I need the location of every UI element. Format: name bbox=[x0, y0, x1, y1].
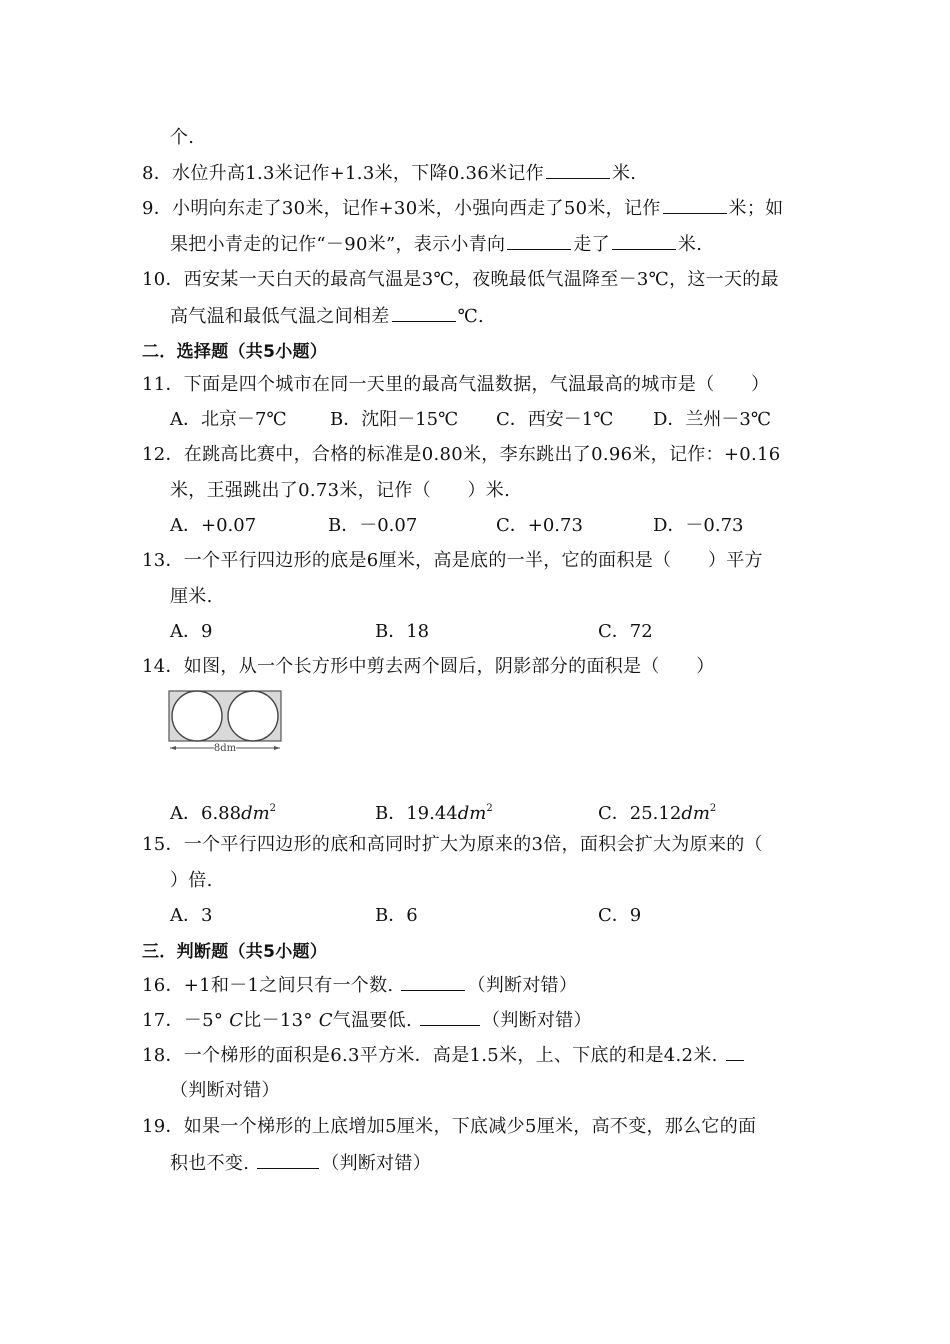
question-17: 17．－5° C比－13° C气温要低. （判断对错） bbox=[142, 1010, 592, 1031]
question-8: 8．水位升高1.3米记作+1.3米，下降0.36米记作 米. bbox=[142, 163, 637, 184]
q13-option-a[interactable]: A．9 bbox=[170, 621, 213, 642]
q11-option-b[interactable]: B．沈阳－15℃ bbox=[330, 409, 459, 430]
answer-blank[interactable] bbox=[663, 196, 727, 214]
question-9-line2: 果把小青走的记作“－90米”，表示小青向 走了 米. bbox=[170, 234, 703, 255]
answer-blank[interactable] bbox=[726, 1043, 744, 1061]
question-19-line2: 积也不变. （判断对错） bbox=[170, 1153, 432, 1174]
q12-option-c[interactable]: C．+0.73 bbox=[496, 515, 583, 536]
answer-blank[interactable] bbox=[392, 304, 456, 322]
question-18-line2: （判断对错） bbox=[170, 1080, 280, 1101]
q12-option-a[interactable]: A．+0.07 bbox=[170, 515, 257, 536]
q13-option-c[interactable]: C．72 bbox=[598, 621, 653, 642]
question-13-line1: 13．一个平行四边形的底是6厘米，高是底的一半，它的面积是（ ）平方 bbox=[142, 550, 763, 571]
q7-tail: 个. bbox=[170, 127, 195, 148]
question-15-line1: 15．一个平行四边形的底和高同时扩大为原来的3倍，面积会扩大为原来的（ bbox=[142, 834, 763, 855]
question-12-line1: 12．在跳高比赛中，合格的标准是0.80米，李东跳出了0.96米，记作：+0.16 bbox=[142, 444, 781, 465]
question-14: 14．如图，从一个长方形中剪去两个圆后，阴影部分的面积是（ ） bbox=[142, 656, 715, 677]
section-3-heading: 三．判断题（共5小题） bbox=[142, 942, 328, 962]
q15-option-a[interactable]: A．3 bbox=[170, 905, 213, 926]
figure-width-label: 8dm bbox=[213, 743, 237, 752]
section-2-heading: 二．选择题（共5小题） bbox=[142, 342, 328, 362]
question-15-line2: ）倍. bbox=[170, 870, 213, 891]
rectangle-two-circles-figure bbox=[168, 690, 284, 752]
question-16: 16．+1和－1之间只有一个数. （判断对错） bbox=[142, 975, 578, 996]
question-19-line1: 19．如果一个梯形的上底增加5厘米，下底减少5厘米，高不变，那么它的面 bbox=[142, 1116, 757, 1137]
q14-option-c[interactable]: C．$25.12dm^2$ bbox=[598, 803, 717, 824]
answer-blank[interactable] bbox=[507, 232, 571, 250]
question-10-line2: 高气温和最低气温之间相差 ℃. bbox=[170, 306, 485, 327]
question-18-line1: 18．一个梯形的面积是6.3平方米．高是1.5米，上、下底的和是4.2米. bbox=[142, 1043, 746, 1068]
q14-option-b[interactable]: B．$19.44dm^2$ bbox=[375, 803, 493, 824]
answer-blank[interactable] bbox=[257, 1151, 319, 1169]
question-12-line2: 米，王强跳出了0.73米，记作（ ）米. bbox=[170, 480, 511, 501]
q11-option-a[interactable]: A．北京－7℃ bbox=[170, 409, 287, 430]
answer-blank[interactable] bbox=[420, 1008, 480, 1026]
question-11: 11．下面是四个城市在同一天里的最高气温数据，气温最高的城市是（ ） bbox=[142, 374, 770, 395]
question-10-line1: 10．西安某一天白天的最高气温是3℃，夜晚最低气温降至－3℃，这一天的最 bbox=[142, 269, 779, 290]
q15-option-b[interactable]: B．6 bbox=[375, 905, 418, 926]
q13-option-b[interactable]: B．18 bbox=[375, 621, 430, 642]
question-9-line1: 9．小明向东走了30米，记作+30米，小强向西走了50米，记作 米；如 bbox=[142, 198, 784, 219]
q12-option-b[interactable]: B．－0.07 bbox=[328, 515, 418, 536]
answer-blank[interactable] bbox=[401, 973, 465, 991]
question-13-line2: 厘米. bbox=[170, 586, 213, 607]
q15-option-c[interactable]: C．9 bbox=[598, 905, 642, 926]
q14-option-a[interactable]: A．$6.88dm^2$ bbox=[170, 803, 277, 824]
q12-option-d[interactable]: D．－0.73 bbox=[653, 515, 744, 536]
answer-blank[interactable] bbox=[612, 232, 676, 250]
q11-option-c[interactable]: C．西安－1℃ bbox=[496, 409, 614, 430]
answer-blank[interactable] bbox=[546, 161, 610, 179]
q11-option-d[interactable]: D．兰州－3℃ bbox=[653, 409, 772, 430]
